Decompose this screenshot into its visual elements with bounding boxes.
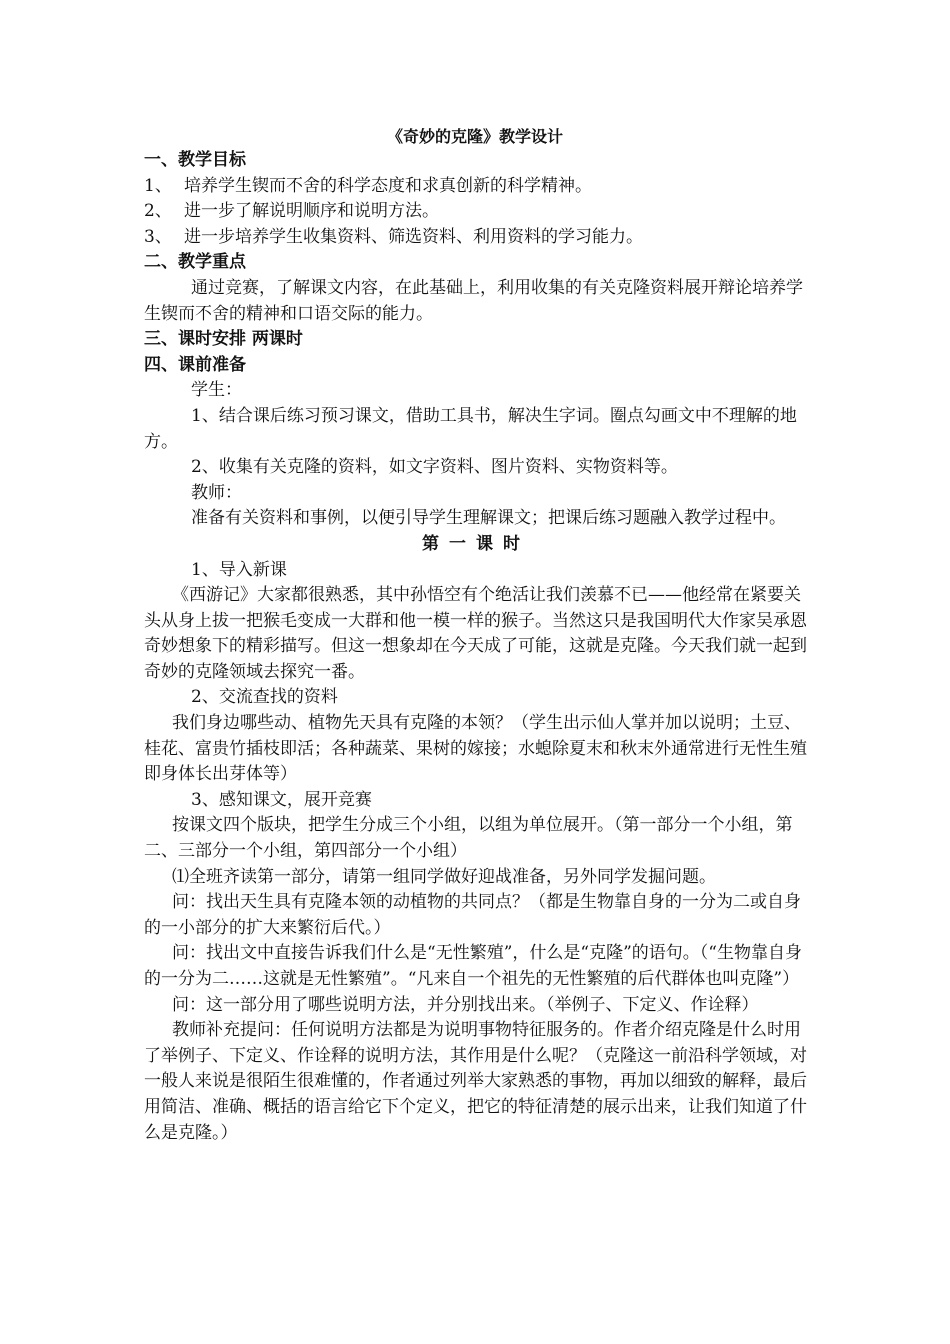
goal-item [144,225,808,251]
step-title: 2、交流查找的资料 [191,687,338,708]
focus-paragraph: 通过竞赛，了解课文内容，在此基础上，利用收集的有关克隆资料展开辩论培养学生锲而不舍的精神和口语交际的能力。 [144,277,803,324]
question-paragraph: 问：找出天生具有克隆本领的动植物的共同点？（都是生物靠自身的一分为二或自身的一小部分的扩大来繁衍后代。） [144,892,801,938]
teacher-prep-paragraph: 准备有关资料和事例，以便引导学生理解课文；把课后练习题融入教学过程中。 [191,508,786,529]
goal-item [144,199,808,225]
goal-number: 3、 [144,226,172,247]
question-paragraph: 问：找出文中直接告诉我们什么是“无性繁殖”，什么是“克隆”的语句。（“生物靠自身的一分为二……这就是无性繁殖”。“凡来自一个祖先的无性繁殖的后代群体也叫克隆”） [144,943,802,989]
goal-number: 2、 [144,201,172,222]
question-paragraph: 问：这一部分用了哪些说明方法，并分别找出来。（举例子、下定义、作诠释） [172,994,759,1015]
teacher-label: 教师： [191,482,242,503]
document-body [144,148,808,1146]
lesson-heading: 第一课时 [422,533,530,554]
document-title: 《奇妙的克隆》教学设计 [386,127,563,146]
step-title: 1、导入新课 [191,559,287,580]
section-heading-goals: 一、教学目标 [144,150,246,170]
goal-item [144,174,808,200]
students-label: 学生： [191,380,242,401]
section-heading-preparation: 四、课前准备 [144,354,246,375]
section-heading-focus: 二、教学重点 [144,252,246,273]
goal-number: 1、 [144,175,172,196]
prep-item: 2、收集有关克隆的资料，如文字资料、图片资料、实物资料等。 [191,457,678,478]
step-paragraph: ⑴全班齐读第一部分，请第一组同学做好迎战准备，另外同学发掘问题。 [172,866,716,887]
prep-item: 1、结合课后练习预习课文，借助工具书，解决生字词。圈点勾画文中不理解的地方。 [144,405,797,452]
goal-text: 进一步培养学生收集资料、筛选资料、利用资料的学习能力。 [184,226,643,247]
section-heading-schedule: 三、课时安排 两课时 [144,329,303,350]
step-paragraph: 《西游记》大家都很熟悉，其中孙悟空有个绝活让我们羡慕不已——他经常在紧要关头从身上拔一把猴毛变成一大群和他一模一样的猴子。当然这只是我国明代大作家吴承恩奇妙想象下的精彩描写。但这一想象却在今天成了可能，这就是克隆。今天我们就一起到奇妙的克隆领域去探究一番。 [144,585,807,682]
goal-text: 进一步了解说明顺序和说明方法。 [184,201,439,222]
question-paragraph: 教师补充提问：任何说明方法都是为说明事物特征服务的。作者介绍克隆是什么时用了举例子、下定义、作诠释的说明方法，其作用是什么呢？（克隆这一前沿科学领域，对一般人来说是很陌生很难懂的，作者通过列举大家熟悉的事物，再加以细致的解释，最后用简洁、准确、概括的语言给它下个定义，把它的特征清楚的展示出来，让我们知道了什么是克隆。） [144,1020,807,1143]
goal-text: 培养学生锲而不舍的科学态度和求真创新的科学精神。 [184,175,592,196]
step-title: 3、感知课文，展开竞赛 [191,789,372,810]
step-paragraph: 按课文四个版块，把学生分成三个小组，以组为单位展开。（第一部分一个小组，第二、三部分一个小组，第四部分一个小组） [144,815,793,862]
step-paragraph: 我们身边哪些动、植物先天具有克隆的本领？（学生出示仙人掌并加以说明；土豆、桂花、富贵竹插枝即活；各种蔬菜、果树的嫁接；水螅除夏末和秋末外通常进行无性生殖即身体长出芽体等） [144,713,807,785]
